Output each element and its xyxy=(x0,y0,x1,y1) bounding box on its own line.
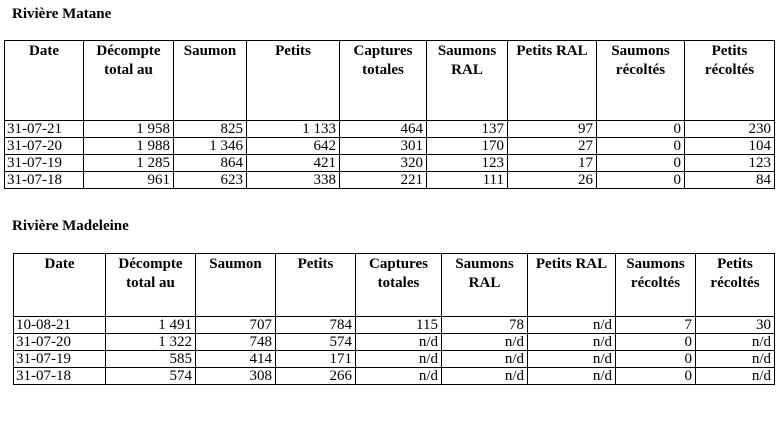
cell: 1 958 xyxy=(84,121,174,138)
cell: n/d xyxy=(528,334,616,351)
cell: n/d xyxy=(356,351,442,368)
cell: 414 xyxy=(196,351,276,368)
table-row xyxy=(14,351,775,368)
cell: 707 xyxy=(196,317,276,334)
header-petits-recoltes: Petits récoltés xyxy=(696,254,775,317)
section-title-madeleine: Rivière Madeleine xyxy=(12,218,129,234)
cell: 574 xyxy=(276,334,356,351)
header-saumon: Saumon xyxy=(174,41,247,121)
header-decompte: Décompte total au xyxy=(84,41,174,121)
section-title-matane: Rivière Matane xyxy=(12,6,112,22)
header-saumons-recoltes: Saumons récoltés xyxy=(597,41,685,121)
cell: n/d xyxy=(356,368,442,385)
header-saumons-recoltes: Saumons récoltés xyxy=(616,254,696,317)
table-row xyxy=(14,334,775,351)
cell-date: 10-08-21 xyxy=(14,317,106,334)
table-row xyxy=(5,155,775,172)
cell: 1 322 xyxy=(106,334,196,351)
header-saumons-ral: Saumons RAL xyxy=(442,254,528,317)
cell-date: 31-07-18 xyxy=(14,368,106,385)
cell: n/d xyxy=(442,351,528,368)
table-row xyxy=(5,121,775,138)
header-date: Date xyxy=(5,41,84,121)
cell: 338 xyxy=(247,172,340,189)
cell: 27 xyxy=(508,138,597,155)
cell: 1 988 xyxy=(84,138,174,155)
cell: 642 xyxy=(247,138,340,155)
table-matane xyxy=(4,40,775,189)
cell: 115 xyxy=(356,317,442,334)
cell: 104 xyxy=(685,138,775,155)
cell: 111 xyxy=(427,172,508,189)
cell: 0 xyxy=(597,155,685,172)
cell-date: 31-07-20 xyxy=(5,138,84,155)
header-saumon: Saumon xyxy=(196,254,276,317)
table-row xyxy=(5,172,775,189)
cell: 748 xyxy=(196,334,276,351)
header-petits: Petits xyxy=(276,254,356,317)
cell: 0 xyxy=(597,138,685,155)
table-header xyxy=(14,254,775,317)
cell: 825 xyxy=(174,121,247,138)
header-petits: Petits xyxy=(247,41,340,121)
cell: 1 491 xyxy=(106,317,196,334)
cell: n/d xyxy=(528,351,616,368)
cell: 97 xyxy=(508,121,597,138)
table-madeleine xyxy=(13,253,775,385)
cell: 784 xyxy=(276,317,356,334)
cell: n/d xyxy=(442,334,528,351)
cell: 123 xyxy=(685,155,775,172)
cell: 301 xyxy=(340,138,427,155)
cell: n/d xyxy=(528,317,616,334)
cell: 623 xyxy=(174,172,247,189)
cell: 0 xyxy=(597,121,685,138)
cell: n/d xyxy=(696,334,775,351)
table-row xyxy=(14,317,775,334)
cell: n/d xyxy=(696,351,775,368)
cell: 30 xyxy=(696,317,775,334)
cell: 17 xyxy=(508,155,597,172)
cell: 230 xyxy=(685,121,775,138)
cell: 1 285 xyxy=(84,155,174,172)
cell: 0 xyxy=(616,368,696,385)
cell: 0 xyxy=(597,172,685,189)
cell: 464 xyxy=(340,121,427,138)
header-decompte: Décompte total au xyxy=(106,254,196,317)
header-captures: Captures totales xyxy=(340,41,427,121)
cell: 864 xyxy=(174,155,247,172)
header-petits-ral: Petits RAL xyxy=(508,41,597,121)
cell: n/d xyxy=(696,368,775,385)
cell: n/d xyxy=(528,368,616,385)
header-petits-ral: Petits RAL xyxy=(528,254,616,317)
cell-date: 31-07-19 xyxy=(14,351,106,368)
cell: 585 xyxy=(106,351,196,368)
cell: 320 xyxy=(340,155,427,172)
cell: 170 xyxy=(427,138,508,155)
cell: 26 xyxy=(508,172,597,189)
cell: 1 346 xyxy=(174,138,247,155)
cell: n/d xyxy=(356,334,442,351)
cell: 137 xyxy=(427,121,508,138)
cell: 221 xyxy=(340,172,427,189)
cell-date: 31-07-18 xyxy=(5,172,84,189)
cell: 421 xyxy=(247,155,340,172)
table-row xyxy=(14,368,775,385)
header-petits-recoltes: Petits récoltés xyxy=(685,41,775,121)
cell: 78 xyxy=(442,317,528,334)
table-header xyxy=(5,41,775,121)
cell-date: 31-07-20 xyxy=(14,334,106,351)
cell: 171 xyxy=(276,351,356,368)
cell: n/d xyxy=(442,368,528,385)
cell: 1 133 xyxy=(247,121,340,138)
cell-date: 31-07-21 xyxy=(5,121,84,138)
cell: 308 xyxy=(196,368,276,385)
cell: 0 xyxy=(616,334,696,351)
table-row xyxy=(5,138,775,155)
cell: 0 xyxy=(616,351,696,368)
cell: 123 xyxy=(427,155,508,172)
header-captures: Captures totales xyxy=(356,254,442,317)
header-date: Date xyxy=(14,254,106,317)
cell: 7 xyxy=(616,317,696,334)
header-saumons-ral: Saumons RAL xyxy=(427,41,508,121)
cell: 574 xyxy=(106,368,196,385)
cell-date: 31-07-19 xyxy=(5,155,84,172)
cell: 961 xyxy=(84,172,174,189)
cell: 266 xyxy=(276,368,356,385)
cell: 84 xyxy=(685,172,775,189)
